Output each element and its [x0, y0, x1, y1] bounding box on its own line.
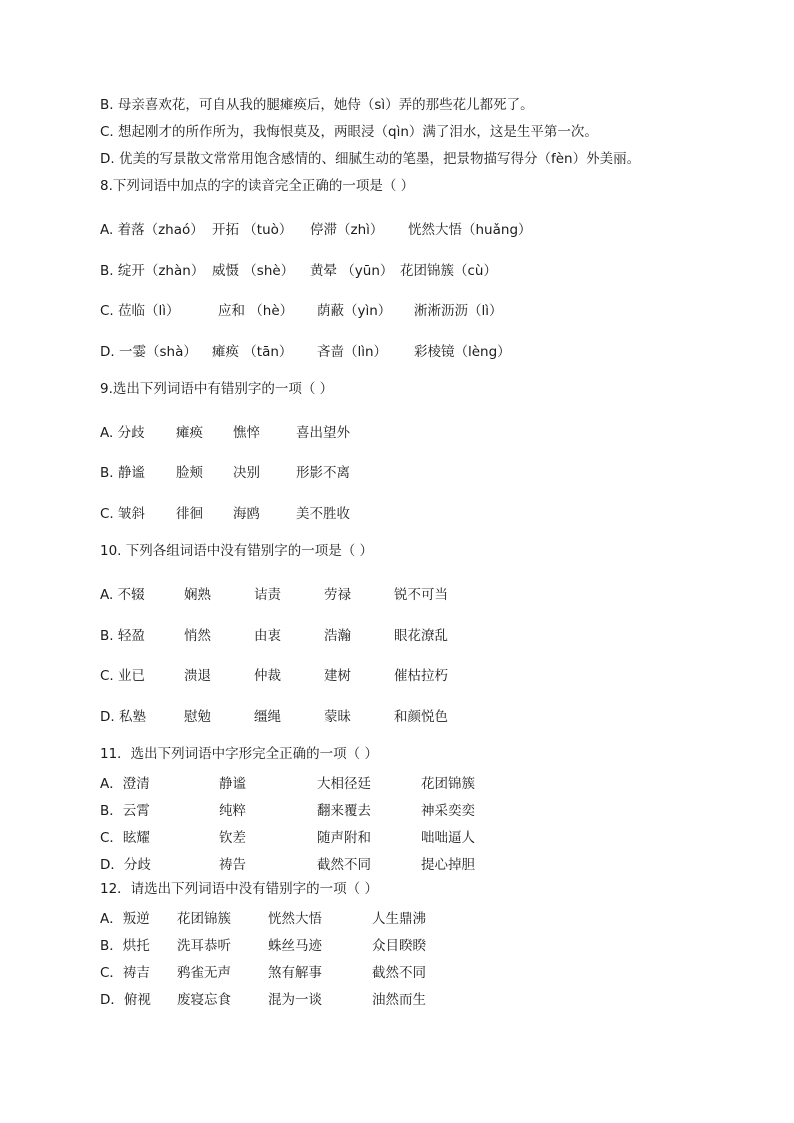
q11-stem: 11．选出下列词语中字形完全正确的一项（ ）: [100, 746, 378, 762]
q10-a-5: 锐不可当: [394, 587, 448, 603]
q12-c-2: 鸦雀无声: [177, 965, 231, 981]
q9-b-3: 决别: [233, 465, 260, 481]
q12-c-1: C．祷吉: [100, 965, 150, 981]
q12-b-2: 洗耳恭听: [177, 938, 231, 954]
q10-c-5: 催枯拉朽: [394, 668, 448, 684]
q11-a-1: A．澄清: [100, 776, 150, 792]
q8-c-4: 淅淅沥沥（lì）: [414, 303, 503, 319]
q8-c-2: 应和 （hè）: [218, 303, 294, 319]
q8-b-4: 花团锦簇（cù）: [400, 263, 497, 279]
q9-c-3: 海鸥: [233, 506, 260, 522]
q7-option-b: B. 母亲喜欢花，可自从我的腿瘫痪后，她侍（sì）弄的那些花儿都死了。: [100, 97, 534, 113]
q8-c-1: C. 莅临（lì）: [100, 303, 180, 319]
q8-a-3: 停滞（zhì）: [310, 222, 384, 238]
q10-d-1: D. 私塾: [100, 709, 146, 725]
q11-a-3: 大相径廷: [317, 776, 371, 792]
q12-b-4: 众目睽睽: [372, 938, 426, 954]
q12-a-3: 恍然大悟: [268, 911, 322, 927]
q9-b-4: 形影不离: [296, 465, 350, 481]
q8-d-3: 吝啬（lìn）: [317, 344, 388, 360]
q12-d-4: 油然而生: [372, 992, 426, 1008]
q10-d-3: 缰绳: [254, 709, 281, 725]
q12-d-2: 废寝忘食: [177, 992, 231, 1008]
q10-b-4: 浩瀚: [324, 628, 351, 644]
q8-d-2: 瘫痪 （tān）: [212, 344, 293, 360]
q9-a-2: 瘫痪: [176, 425, 203, 441]
q11-b-1: B．云霄: [100, 803, 150, 819]
q8-a-4: 恍然大悟（huǎng）: [408, 222, 532, 238]
q9-c-1: C. 皱斜: [100, 506, 146, 522]
q10-d-4: 蒙昧: [324, 709, 351, 725]
q10-d-5: 和颜悦色: [394, 709, 448, 725]
q10-stem: 10. 下列各组词语中没有错别字的一项是（ ）: [100, 543, 374, 559]
q8-d-4: 彩棱镜（lèng）: [414, 344, 511, 360]
q11-b-2: 纯粹: [219, 803, 246, 819]
q10-d-2: 慰勉: [184, 709, 211, 725]
q9-a-1: A. 分歧: [100, 425, 145, 441]
q11-d-4: 提心掉胆: [421, 857, 475, 873]
q12-a-4: 人生鼎沸: [372, 911, 426, 927]
q10-a-1: A. 不辍: [100, 587, 145, 603]
q12-a-2: 花团锦簇: [177, 911, 231, 927]
q11-b-4: 神采奕奕: [421, 803, 475, 819]
q12-stem: 12．请选出下列词语中没有错别字的一项（ ）: [100, 881, 378, 897]
q10-c-4: 建树: [324, 668, 351, 684]
q11-b-3: 翻来覆去: [317, 803, 371, 819]
q12-d-1: D．俯视: [100, 992, 151, 1008]
q11-c-4: 咄咄逼人: [421, 830, 475, 846]
q9-b-1: B. 静谧: [100, 465, 145, 481]
q10-c-2: 溃退: [184, 668, 211, 684]
q7-option-c: C. 想起刚才的所作所为，我悔恨莫及，两眼浸（qìn）满了泪水，这是生平第一次。: [100, 124, 598, 140]
q8-b-1: B. 绽开（zhàn）: [100, 263, 205, 279]
q8-b-3: 黄晕 （yūn）: [310, 263, 394, 279]
q11-d-2: 祷告: [219, 857, 246, 873]
q8-b-2: 威慑 （shè）: [212, 263, 295, 279]
q11-a-4: 花团锦簇: [421, 776, 475, 792]
q11-d-3: 截然不同: [317, 857, 371, 873]
q8-d-1: D. 一霎（shà）: [100, 344, 197, 360]
q10-c-1: C. 业已: [100, 668, 146, 684]
q10-b-3: 由衷: [254, 628, 281, 644]
q12-b-3: 蛛丝马迹: [268, 938, 322, 954]
q12-a-1: A．叛逆: [100, 911, 150, 927]
q10-b-2: 悄然: [184, 628, 211, 644]
q7-option-d: D. 优美的写景散文常常用饱含感情的、细腻生动的笔墨，把景物描写得分（fèn）外美丽。: [100, 151, 641, 167]
q10-c-3: 仲裁: [254, 668, 281, 684]
q12-d-3: 混为一谈: [268, 992, 322, 1008]
q12-b-1: B．烘托: [100, 938, 150, 954]
q11-a-2: 静谧: [219, 776, 246, 792]
q12-c-4: 截然不同: [372, 965, 426, 981]
q9-a-4: 喜出望外: [296, 425, 350, 441]
q10-b-5: 眼花潦乱: [394, 628, 448, 644]
q9-b-2: 脸颊: [176, 465, 203, 481]
q10-a-2: 娴熟: [184, 587, 211, 603]
q8-stem: 8.下列词语中加点的字的读音完全正确的一项是（ ）: [100, 178, 415, 194]
q8-a-2: 开拓 （tuò）: [212, 222, 293, 238]
q10-a-3: 诘责: [254, 587, 281, 603]
q11-d-1: D．分歧: [100, 857, 151, 873]
q9-stem: 9.选出下列词语中有错别字的一项（ ）: [100, 381, 334, 397]
q11-c-1: C．眩耀: [100, 830, 150, 846]
q9-c-2: 徘徊: [176, 506, 203, 522]
q11-c-2: 钦差: [219, 830, 246, 846]
q12-c-3: 煞有解事: [268, 965, 322, 981]
q9-a-3: 憔悴: [233, 425, 260, 441]
q11-c-3: 随声附和: [317, 830, 371, 846]
q8-c-3: 荫蔽（yìn）: [317, 303, 392, 319]
q10-a-4: 劳禄: [324, 587, 351, 603]
q9-c-4: 美不胜收: [296, 506, 350, 522]
q8-a-1: A. 着落（zhaó）: [100, 222, 204, 238]
q10-b-1: B. 轻盈: [100, 628, 145, 644]
